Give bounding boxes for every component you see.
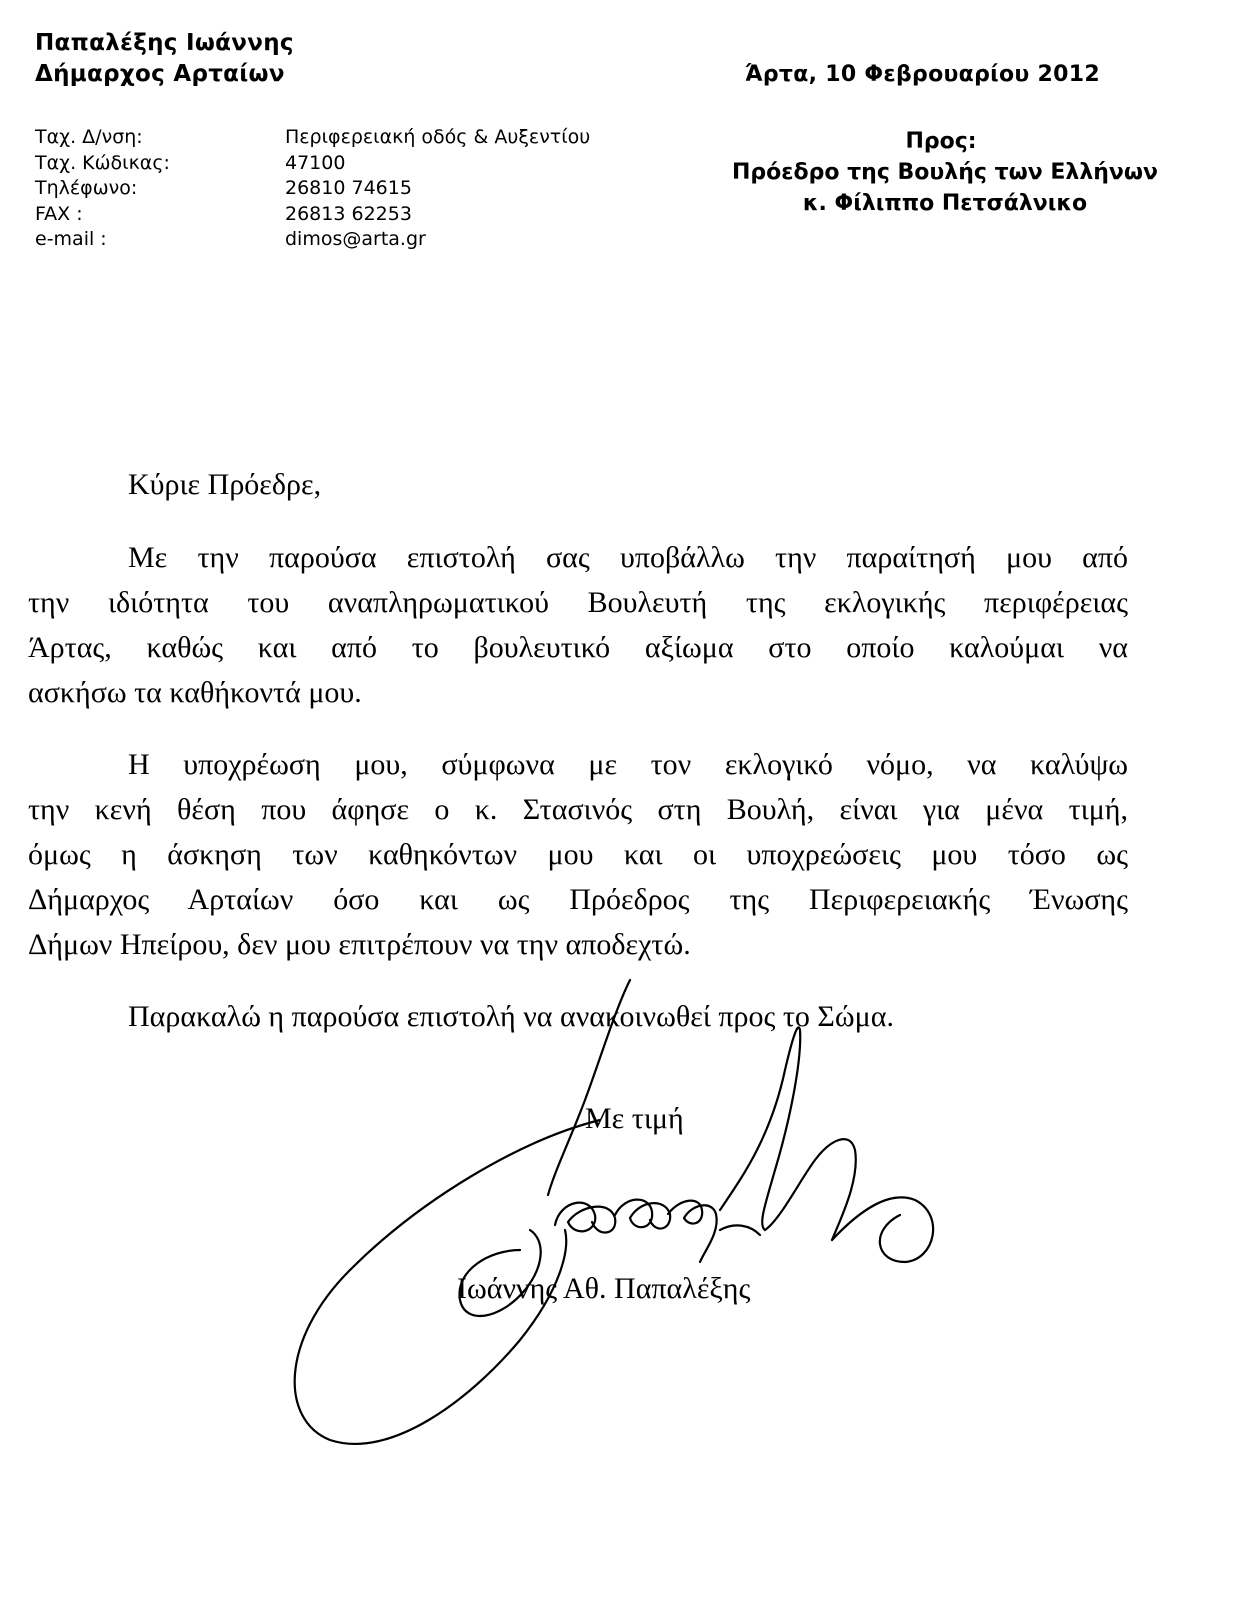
- contact-label: e-mail :: [35, 228, 107, 250]
- contact-value: Περιφερειακή οδός & Αυξεντίου: [285, 126, 591, 148]
- paragraph-2: [28, 742, 1128, 967]
- contact-details: [35, 125, 590, 253]
- contact-label: Ταχ. Κώδικας:: [35, 151, 170, 174]
- sender-name: Παπαλέξης Ιωάννης: [35, 30, 294, 56]
- contact-value: 26813 62253: [285, 202, 412, 225]
- paragraph-line: την κενή θέση που άφησε ο κ. Στασινός στη Βουλή, είναι για μένα τιμή,: [28, 793, 1128, 826]
- contact-row-address: [35, 125, 590, 151]
- contact-label: FAX :: [35, 202, 83, 225]
- paragraph-line: την ιδιότητα του αναπληρωματικού Βουλευτή της εκλογικής περιφέρειας: [28, 586, 1128, 619]
- paragraph-line: ασκήσω τα καθήκοντά μου.: [28, 676, 362, 709]
- contact-label: Τηλέφωνο:: [35, 177, 138, 199]
- sender-title: Δήμαρχος Αρταίων: [35, 61, 285, 87]
- paragraph-line: Με την παρούσα επιστολή σας υποβάλλω την παραίτησή μου από: [128, 541, 1128, 574]
- contact-value: 26810 74615: [285, 177, 412, 199]
- paragraph-1: [28, 535, 1128, 715]
- letter-body: [28, 462, 1128, 1066]
- contact-row-postal-code: [35, 151, 590, 177]
- paragraph-line: Παρακαλώ η παρούσα επιστολή να ανακοινωθεί προς το Σώμα.: [128, 1000, 894, 1033]
- recipient-block: [680, 126, 1210, 219]
- salutation: Κύριε Πρόεδρε,: [128, 468, 322, 501]
- paragraph-line: όμως η άσκηση των καθηκόντων μου και οι υποχρεώσεις μου τόσο ως: [28, 838, 1128, 871]
- signer-name: Ιωάννης Αθ. Παπαλέξης: [457, 1272, 751, 1305]
- contact-label: Ταχ. Δ/νση:: [35, 126, 143, 148]
- recipient-line-1: Πρόεδρο της Βουλής των Ελλήνων: [731, 160, 1158, 185]
- paragraph-line: Δήμαρχος Αρταίων όσο και ως Πρόεδρος της Περιφερειακής Ένωσης: [28, 883, 1128, 916]
- recipient-to-label: Προς:: [905, 129, 977, 154]
- paragraph-line: Η υποχρέωση μου, σύμφωνα με τον εκλογικό νόμο, να καλύψω: [128, 748, 1128, 781]
- contact-value: dimos@arta.gr: [285, 228, 426, 250]
- paragraph-3: [28, 994, 1128, 1039]
- letter-date: Άρτα, 10 Φεβρουαρίου 2012: [745, 62, 1100, 87]
- paragraph-line: Άρτας, καθώς και από το βουλευτικό αξίωμα στο οποίο καλούμαι να: [28, 631, 1128, 664]
- contact-row-fax: [35, 202, 590, 228]
- contact-row-email: [35, 227, 590, 253]
- paragraph-line: Δήμων Ηπείρου, δεν μου επιτρέπουν να την αποδεχτώ.: [28, 928, 691, 961]
- sender-block: [35, 28, 294, 90]
- contact-row-phone: [35, 176, 590, 202]
- recipient-line-2: κ. Φίλιππο Πετσάλνικο: [802, 191, 1088, 216]
- contact-value: 47100: [285, 151, 346, 174]
- closing-phrase: Με τιμή: [585, 1102, 684, 1135]
